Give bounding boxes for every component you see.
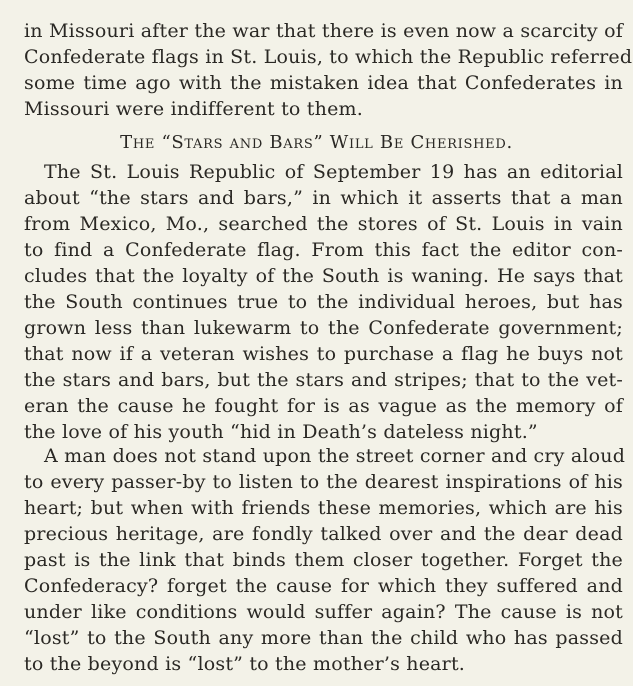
paragraph2-line: under like conditions would suffer again? The cause is not bbox=[24, 601, 623, 623]
paragraph2-line: heart; but when with friends these memories, which are his bbox=[24, 497, 623, 519]
intro-line: Confederate flags in St. Louis, to which the Republic referred bbox=[24, 46, 633, 68]
paragraph1-line: the love of his youth “hid in Death’s dateless night.” bbox=[24, 421, 538, 443]
paragraph2-line: to every passer-by to listen to the dearest inspirations of his bbox=[24, 471, 623, 493]
paragraph1-line: The St. Louis Republic of September 19 has an editorial bbox=[44, 161, 623, 183]
paragraph1-line: that now if a veteran wishes to purchase a flag he buys not bbox=[24, 343, 623, 365]
paragraph1-line: about “the stars and bars,” in which it asserts that a man bbox=[24, 187, 623, 209]
paragraph2-line: to the beyond is “lost” to the mother’s heart. bbox=[24, 653, 466, 675]
section-heading: The “Stars and Bars” Will Be Cherished. bbox=[120, 132, 513, 153]
paragraph2-line: precious heritage, are fondly talked over and the dear dead bbox=[24, 523, 623, 545]
paragraph2-line: A man does not stand upon the street corner and cry aloud bbox=[44, 445, 626, 467]
paragraph1-line: grown less than lukewarm to the Confederate government; bbox=[24, 317, 623, 339]
intro-line: some time ago with the mistaken idea that Confederates in bbox=[24, 72, 623, 94]
paragraph1-line: eran the cause he fought for is as vague as the memory of bbox=[24, 395, 623, 417]
intro-line: Missouri were indifferent to them. bbox=[24, 98, 363, 120]
paragraph1-line: to find a Confederate flag. From this fact the editor con- bbox=[24, 239, 623, 261]
paragraph2-line: “lost” to the South any more than the child who has passed bbox=[24, 627, 623, 649]
intro-line: in Missouri after the war that there is even now a scarcity of bbox=[24, 20, 623, 42]
paragraph2-line: Confederacy? forget the cause for which they suffered and bbox=[24, 575, 623, 597]
paragraph1-line: cludes that the loyalty of the South is waning. He says that bbox=[24, 265, 623, 287]
paragraph1-line: the South continues true to the individual heroes, but has bbox=[24, 291, 623, 313]
paragraph2-line: past is the link that binds them closer together. Forget the bbox=[24, 549, 623, 571]
paragraph1-line: the stars and bars, but the stars and stripes; that to the vet- bbox=[24, 369, 623, 391]
paragraph1-line: from Mexico, Mo., searched the stores of St. Louis in vain bbox=[24, 213, 623, 235]
